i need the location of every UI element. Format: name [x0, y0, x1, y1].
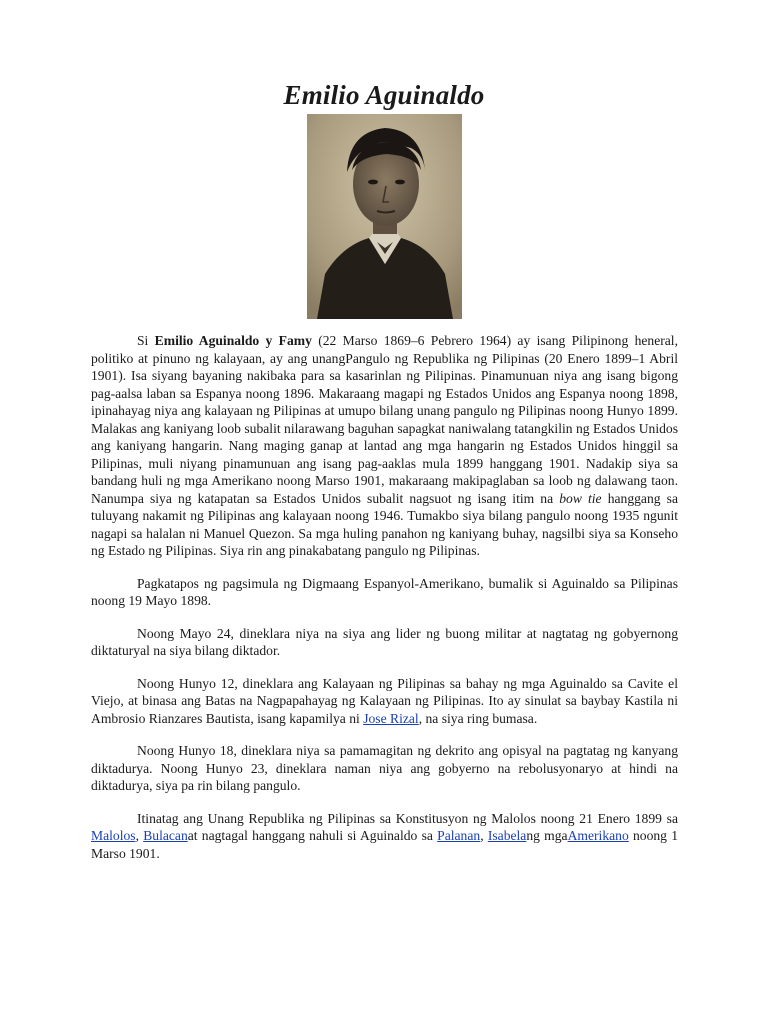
link-bulacan[interactable]: Bulacan	[143, 828, 188, 843]
paragraph-republic	[91, 810, 678, 863]
text-republic-a: Itinatag ang Unang Republika ng Pilipinas sa Konstitusyon ng Malolos noong 21 Enero 1899 sa	[137, 810, 678, 826]
page-title: Emilio Aguinaldo	[283, 80, 485, 110]
text-republic-b: at nagtagal hanggang nahuli si Aguinaldo sa	[187, 828, 438, 843]
text-sep-1: ,	[135, 828, 144, 843]
paragraph-dictatorship: Noong Mayo 24, dineklara niya na siya ang lider ng buong militar at nagtatag ng gobyernong diktaturyal na siya bilang diktador.	[91, 625, 678, 658]
portrait-photo	[307, 114, 462, 319]
text-republic-c: ng mga	[526, 828, 568, 843]
text-independence-b: , na siya ring bumasa.	[418, 710, 538, 726]
link-jose-rizal[interactable]: Jose Rizal	[363, 710, 419, 726]
article-body	[91, 332, 678, 877]
paragraph-decree: Noong Hunyo 18, dineklara niya sa pamamagitan ng dekrito ang opisyal na pagtatag ng kanyang diktadurya. Noong Hunyo 23, dineklara naman niya ang gobyerno na rebolusyonaryo at hindi na diktadurya, siya pa rin bilang pangulo.	[91, 743, 678, 793]
text-independence-a: Noong Hunyo 12, dineklara ang Kalayaan ng Pilipinas sa bahay ng mga Aguinaldo sa Cavite el Viejo, at binasa ang Batas na Nagpapahayag ng Kalayaan ng Pilipinas. Ito ay sinulat sa baybay Kastila ni Ambrosio Rianzares Bautista, isang kapamilya ni	[91, 675, 678, 726]
text-sep-2: ,	[480, 828, 488, 843]
paragraph-biography	[91, 332, 678, 560]
text-si: Si	[137, 333, 155, 348]
link-isabela[interactable]: Isabela	[487, 828, 527, 843]
paragraph-return: Pagkatapos ng pagsimula ng Digmaang Espanyol-Amerikano, bumalik si Aguinaldo sa Pilipinas noong 19 Mayo 1898.	[91, 575, 678, 608]
text-biography-a: (22 Marso 1869–6 Pebrero 1964) ay isang Pilipinong heneral, politiko at pinuno ng kalayaan, ay ang unangPangulo ng Republika ng Pilipinas (20 Enero 1899–1 Abril 1901). Isa siyang bayaning nakibaka para sa kasarinlan ng Pilipinas. Pinamunuan niya ang isang bigong pag-aalsa laban sa Espanya noong 1896. Makaraang magapi ng Estados Unidos ang Espanya noong 1898, ipinahayag niya ang kalayaan ng Pilipinas at umupo bilang unang pangulo ng Pilipinas noong Hunyo 1899. Malakas ang kaniyang loob subalit nilarawang baguhan sapagkat naniwalang tatangkilin ng Estados Unidos ang kaniyang hangarin. Nang maging ganap at lantad ang mga hangarin ng Estados Unidos hinggil sa Pilipinas, muli niyang pinamunuan ang isang pag-aaklas mula 1899 hanggang 1901. Nadakip siya sa bandang huli ng mga Amerikano noong Marso 1901, makaraang makipaglaban sa loob ng dalawang taon. Nanumpa siya ng katapatan sa Estados Unidos subalit nagsuot ng isang itim na	[91, 333, 678, 506]
paragraph-independence	[91, 675, 678, 728]
link-amerikano[interactable]: Amerikano	[567, 828, 629, 843]
text-bow-tie: bow tie	[559, 490, 602, 506]
subject-name: Emilio Aguinaldo y Famy	[154, 333, 312, 348]
link-palanan[interactable]: Palanan	[437, 828, 481, 843]
text-republic-d: noong 1 Marso 1901.	[91, 828, 679, 861]
link-malolos[interactable]: Malolos	[91, 828, 136, 843]
text-biography-b: hanggang sa tuluyang nakamit ng Pilipinas ang kalayaan noong 1946. Tumakbo siya bilang pangulo noong 1935 ngunit nagapi sa halalan ni Manuel Quezon. Sa mga huling panahon ng kaniyang buhay, nagsilbi siya sa Konseho ng Estado ng Pilipinas. Siya rin ang pinakabatang pangulo ng Pilipinas.	[91, 490, 678, 558]
